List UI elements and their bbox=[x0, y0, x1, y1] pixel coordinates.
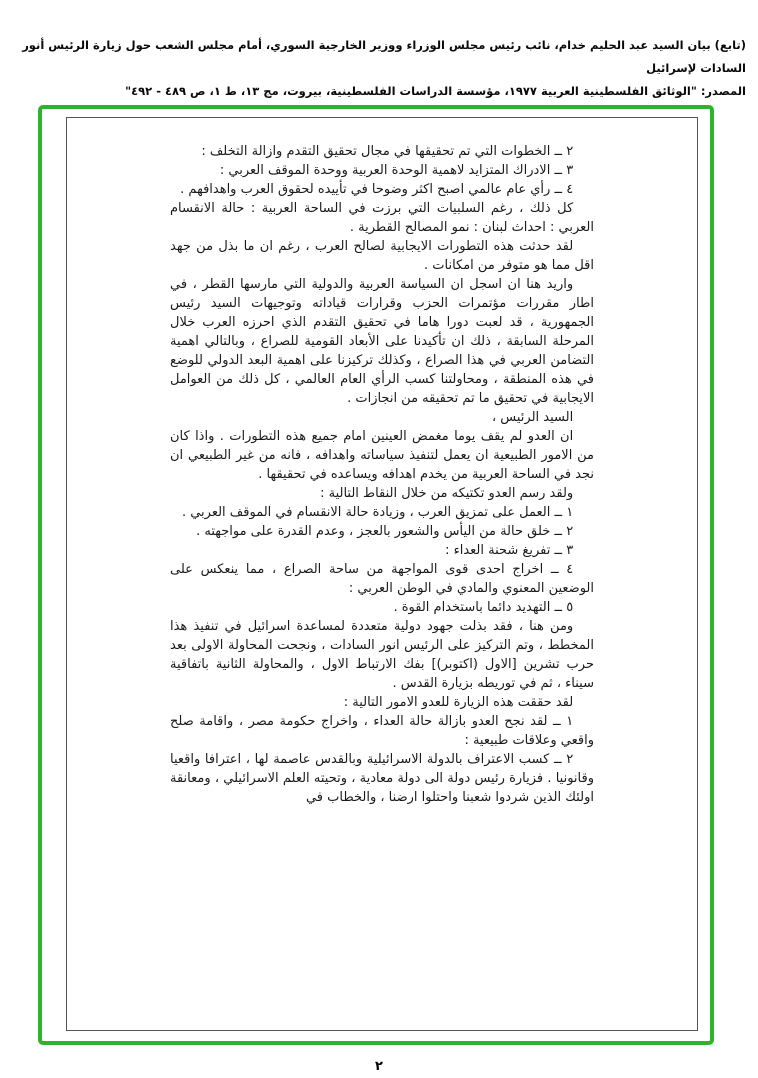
paragraph: لقد حدثت هذه التطورات الايجابية لصالح العرب ، رغم ان ما بذل من جهد اقل مما هو متوفر من امكانات . bbox=[170, 239, 594, 273]
paragraph: السيد الرئيس ، bbox=[491, 410, 574, 425]
header-title-line: (تابع) بيان السيد عبد الحليم خدام، نائب رئيس مجلس الوزراء ووزير الخارجية السوري، أمام مجلس الشعب حول زيارة الرئيس أنور السادات لإسرائيل bbox=[22, 38, 746, 75]
paragraph: ٢ ــ الخطوات التي تم تحقيقها في مجال تحقيق التقدم وازالة التخلف : bbox=[201, 144, 574, 159]
paragraph: ١ ــ العمل على تمزيق العرب ، وزيادة حالة الانقسام في الموقف العربي . bbox=[181, 505, 574, 520]
paragraph: ٢ ــ كسب الاعتراف بالدولة الاسرائيلية وبالقدس عاصمة لها ، اعترافا واقعيا وقانونيا . فزيارة رئيس دولة الى دولة معادية ، وتحيته العلم الاسرائيلي ، ومعانقة اولئك الذين شردوا شعبنا واحتلوا ارضنا ، والخطاب في bbox=[170, 752, 594, 805]
paragraph: واريد هنا ان اسجل ان السياسة العربية والدولية التي مارسها القطر ، في اطار مقررات مؤتمرات الحزب وقرارات قياداته وتوجيهات السيد رئيس الجمهورية ، قد لعبت دورا هاما في تحقيق التقدم الذي احرزه العرب خلال المرحلة السابقة ، ذلك ان تأكيدنا على الأبعاد القومية للصراع ، وبالتالي اهمية التضامن العربي في هذا الصراع ، وكذلك تركيزنا على اهمية البعد الدولي للوضع في هذه المنطقة ، ومحاولتنا كسب الرأي العام العالمي ، كل ذلك من العوامل الايجابية في تحقيق ما تم تحقيقه من انجازات . bbox=[170, 277, 594, 406]
header-source-line: المصدر: "الوثائق الفلسطينية العربية ١٩٧٧، مؤسسة الدراسات الفلسطينية، بيروت، مج ١٣، ط ١، ص ٤٨٩ - ٤٩٢" bbox=[125, 84, 746, 98]
green-frame bbox=[38, 105, 714, 1045]
paragraph: ٤ ــ رأي عام عالمي اصبح اكثر وضوحا في تأييده لحقوق العرب واهدافهم . bbox=[180, 182, 574, 197]
paragraph: ٥ ــ التهديد دائما باستخدام القوة . bbox=[393, 600, 574, 615]
paragraph: لقد حققت هذه الزيارة للعدو الامور التالية : bbox=[343, 695, 574, 710]
document-header bbox=[0, 0, 758, 103]
paragraph: ٣ ــ تفريغ شحنة العداء : bbox=[445, 543, 574, 558]
paragraph: ٤ ــ اخراج احدى قوى المواجهة من ساحة الصراع ، مما ينعكس على الوضعين المعنوي والمادي في الوطن العربي : bbox=[170, 562, 594, 596]
paragraph: ومن هنا ، فقد بذلت جهود دولية متعددة لمساعدة اسرائيل في تنفيذ هذا المخطط ، وتم التركيز على الرئيس انور السادات ، ونجحت المحاولة الاولى بعد حرب تشرين [الاول (اكتوبر)] بفك الارتباط الاول ، والمحاولة الثانية باتفاقية سيناء ، ثم في توريطه بزيارة القدس . bbox=[170, 619, 594, 691]
paragraph: ان العدو لم يقف يوما مغمض العينين امام جميع هذه التطورات . واذا كان من الامور الطبيعية ان يعمل لتنفيذ سياساته واهدافه ، فانه من غير الطبيعي ان نجد في الساحة العربية من يخدم اهدافه ويساعده في تحقيقها . bbox=[170, 429, 594, 482]
paragraph: ٢ ــ خلق حالة من اليأس والشعور بالعجز ، وعدم القدرة على مواجهته . bbox=[196, 524, 574, 539]
paragraph: كل ذلك ، رغم السلبيات التي برزت في الساحة العربية : حالة الانقسام العربي : احداث لبنان : نمو المصالح القطرية . bbox=[170, 201, 594, 235]
scan-page-border bbox=[66, 117, 698, 1031]
document-body-text bbox=[170, 142, 594, 807]
paragraph: ولقد رسم العدو تكتيكه من خلال النقاط التالية : bbox=[320, 486, 574, 501]
paragraph: ١ ــ لقد نجح العدو بازالة حالة العداء ، واخراج حكومة مصر ، واقامة صلح واقعي وعلاقات طبيعية : bbox=[170, 714, 594, 748]
paragraph: ٣ ــ الادراك المتزايد لاهمية الوحدة العربية ووحدة الموقف العربي : bbox=[219, 163, 574, 178]
page-number: ٢ bbox=[375, 1059, 383, 1074]
